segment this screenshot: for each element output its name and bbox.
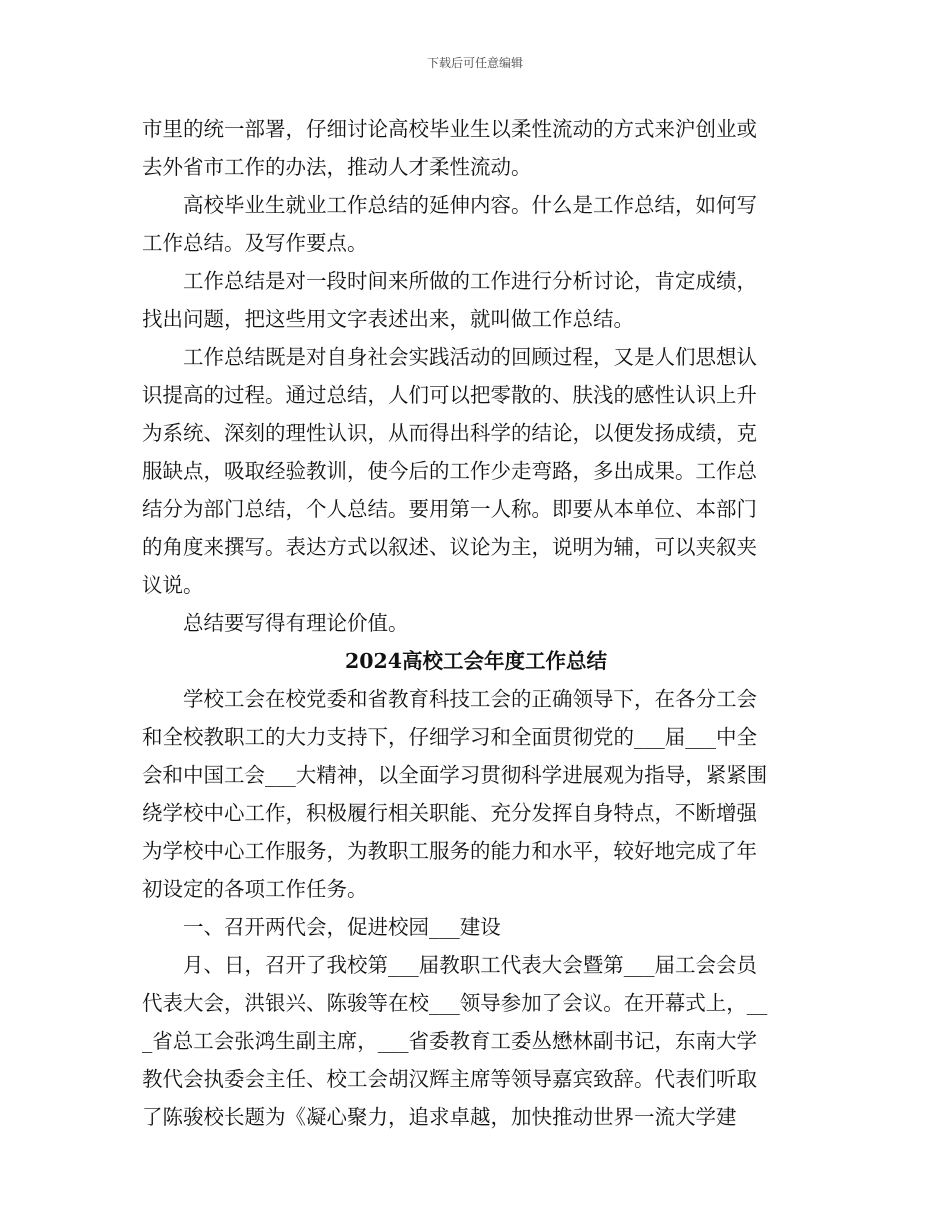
text-line: 去外省市工作的办法，推动人才柔性流动。 (142, 155, 532, 179)
text-line: 月、日，召开了我校第___届教职工代表大会暨第___届工会会员 (142, 953, 757, 977)
text-line: 找出问题，把这些用文字表述出来，就叫做工作总结。 (142, 307, 634, 331)
subheading-line: 一、召开两代会，促进校园___建设 (142, 915, 501, 939)
text-line: 会和中国工会___大精神，以全面学习贯彻科学进展观为指导，紧紧围 (142, 763, 768, 787)
text-line: 结分为部门总结，个人总结。要用第一人称。即要从本单位、本部门 (142, 497, 757, 521)
page-header: 下载后可任意编辑 (426, 56, 523, 70)
text-line: 代表大会，洪银兴、陈骏等在校___领导参加了会议。在开幕式上，__ (142, 991, 768, 1015)
text-line: 高校毕业生就业工作总结的延伸内容。什么是工作总结，如何写 (142, 193, 757, 217)
text-line: 工作总结是对一段时间来所做的工作进行分析讨论，肯定成绩， (142, 269, 757, 293)
text-line: 教代会执委会主任、校工会胡汉辉主席等领导嘉宾致辞。代表们听取 (142, 1067, 757, 1091)
document-body (142, 110, 810, 1136)
text-line: 的角度来撰写。表达方式以叙述、议论为主，说明为辅，可以夹叙夹 (142, 535, 757, 559)
text-line: _省总工会张鸿生副主席，___省委教育工委丛懋林副书记，东南大学 (142, 1029, 757, 1053)
section-title: 2024高校工会年度工作总结 (344, 649, 608, 673)
text-line: 工作总结。及写作要点。 (142, 231, 368, 255)
text-line: 了陈骏校长题为《凝心聚力，追求卓越，加快推动世界一流大学建 (142, 1105, 737, 1129)
text-line: 学校工会在校党委和省教育科技工会的正确领导下，在各分工会 (142, 687, 757, 711)
text-line: 工作总结既是对自身社会实践活动的回顾过程，又是人们思想认 (142, 345, 757, 369)
text-line: 和全校教职工的大力支持下，仔细学习和全面贯彻党的___届___中全 (142, 725, 757, 749)
text-line: 初设定的各项工作任务。 (142, 877, 368, 901)
text-line: 服缺点，吸取经验教训，使今后的工作少走弯路，多出成果。工作总 (142, 459, 757, 483)
text-line: 为系统、深刻的理性认识，从而得出科学的结论，以便发扬成绩，克 (142, 421, 757, 445)
text-line: 识提高的过程。通过总结，人们可以把零散的、肤浅的感性认识上升 (142, 383, 757, 407)
text-line: 绕学校中心工作，积极履行相关职能、充分发挥自身特点，不断增强 (142, 801, 757, 825)
text-line: 市里的统一部署，仔细讨论高校毕业生以柔性流动的方式来沪创业或 (142, 117, 757, 141)
text-line: 总结要写得有理论价值。 (142, 611, 409, 635)
text-line: 议说。 (142, 573, 204, 597)
text-line: 为学校中心工作服务，为教职工服务的能力和水平，较好地完成了年 (142, 839, 757, 863)
